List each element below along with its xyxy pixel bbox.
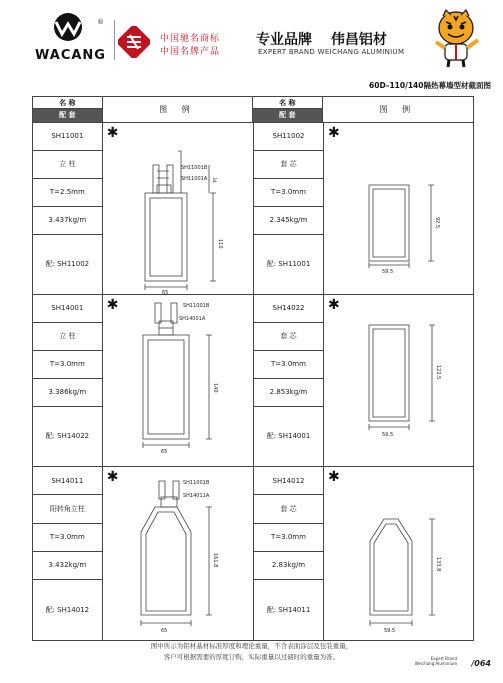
cert-line-1: 中国驰名商标 bbox=[160, 34, 221, 44]
profile-thickness: T=3.0mm bbox=[33, 524, 102, 552]
table-header-row bbox=[33, 97, 473, 123]
logo-text: WACANG bbox=[35, 48, 106, 63]
table-row bbox=[33, 295, 473, 467]
profile-code: SH14011 bbox=[33, 467, 102, 495]
profile-figure bbox=[324, 295, 475, 466]
profile-thickness: T=3.0mm bbox=[33, 351, 102, 379]
profile-figure bbox=[324, 123, 475, 294]
asterisk-icon: ✱ bbox=[328, 297, 340, 313]
profile-figure bbox=[103, 295, 253, 466]
label-part-b: SH11001B bbox=[182, 480, 209, 486]
dim-width: 65 bbox=[161, 290, 169, 295]
dim-height: 110 bbox=[216, 239, 223, 249]
profile-entry bbox=[254, 467, 475, 640]
profile-entry bbox=[254, 123, 475, 294]
profile-info bbox=[254, 467, 324, 640]
header-name-cell bbox=[253, 97, 323, 122]
profile-weight: 3.432kg/m bbox=[33, 552, 102, 580]
profile-info bbox=[33, 123, 103, 294]
corner-sleeve-drawing bbox=[324, 467, 475, 640]
profile-thickness: T=3.0mm bbox=[254, 351, 323, 379]
profile-entry bbox=[33, 467, 254, 640]
footer-brand-line2: Weichang Aluminium bbox=[414, 661, 457, 666]
profile-type: 套 芯 bbox=[254, 151, 323, 179]
footer-brand bbox=[415, 656, 457, 666]
sleeve-drawing bbox=[324, 295, 475, 467]
tiger-mascot-icon bbox=[428, 6, 484, 68]
profile-type: 立 柱 bbox=[33, 151, 102, 179]
profile-info bbox=[33, 467, 103, 640]
profile-figure bbox=[103, 123, 253, 294]
dim-small: 34 bbox=[210, 177, 216, 183]
profile-info bbox=[254, 295, 324, 466]
profile-weight: 3.386kg/m bbox=[33, 379, 102, 407]
header-match-label: 配 套 bbox=[33, 109, 102, 122]
profile-thickness: T=3.0mm bbox=[254, 524, 323, 552]
famous-brand-badge-icon bbox=[118, 26, 150, 58]
label-part-a: SH14011A bbox=[182, 493, 209, 499]
profile-entry bbox=[254, 295, 475, 466]
dim-height: 122.5 bbox=[435, 365, 441, 380]
mullion-drawing bbox=[103, 295, 254, 467]
cert-line-2: 中国名牌产品 bbox=[160, 47, 221, 57]
profile-type: 立 柱 bbox=[33, 323, 102, 351]
profile-match: 配: SH11001 bbox=[266, 260, 311, 269]
header-name-cell bbox=[33, 97, 103, 122]
header-match-label: 配 套 bbox=[253, 109, 322, 122]
profile-type: 套 芯 bbox=[254, 323, 323, 351]
sleeve-drawing bbox=[324, 123, 475, 295]
footer-brand-line1: Expert Brand bbox=[430, 656, 457, 661]
profile-info bbox=[254, 123, 324, 294]
profile-figure bbox=[324, 467, 475, 640]
dim-height: 92.5 bbox=[434, 217, 440, 229]
asterisk-icon: ✱ bbox=[106, 125, 119, 141]
dim-width: 65 bbox=[160, 449, 168, 455]
footnote-line-2: 客户可根据需要的厚度订购，实际重量以过磅时的重量为准。 bbox=[163, 653, 340, 661]
dim-width: 59.5 bbox=[384, 628, 396, 634]
corner-mullion-drawing bbox=[103, 467, 254, 640]
profile-code: SH14022 bbox=[254, 295, 323, 323]
brand-title: 专业品牌 伟昌铝材 bbox=[256, 32, 387, 48]
profile-type: 套 芯 bbox=[254, 495, 323, 523]
profile-table bbox=[32, 96, 474, 641]
dim-width: 65 bbox=[160, 628, 168, 634]
asterisk-icon: ✱ bbox=[106, 469, 119, 485]
profile-thickness: T=2.5mm bbox=[33, 179, 102, 207]
profile-code: SH11002 bbox=[254, 123, 323, 151]
wacang-logo-icon bbox=[48, 12, 88, 42]
header-name-label: 名 称 bbox=[33, 97, 102, 109]
registered-mark: ® bbox=[97, 18, 104, 26]
label-part-b: SH11001B bbox=[180, 165, 207, 171]
dim-width: 59.5 bbox=[382, 432, 394, 438]
profile-entry bbox=[33, 295, 254, 466]
label-part-a: SH11001A bbox=[180, 176, 207, 182]
profile-figure bbox=[103, 467, 253, 640]
brand-subtitle: EXPERT BRAND WEICHANG ALUMINIUM bbox=[258, 48, 405, 56]
header-name-label: 名 称 bbox=[253, 97, 322, 109]
profile-code: SH14012 bbox=[254, 467, 323, 495]
footnote-line-1: 图中所示为铝材基材标准厚度和理论重量，不含表面涂层及包装重量， bbox=[150, 642, 353, 650]
asterisk-icon: ✱ bbox=[328, 469, 340, 485]
dim-width: 59.5 bbox=[382, 269, 394, 275]
table-row bbox=[33, 467, 473, 640]
profile-info bbox=[33, 295, 103, 466]
profile-weight: 3.437kg/m bbox=[33, 207, 102, 235]
profile-match: 配: SH14012 bbox=[45, 606, 90, 615]
profile-weight: 2.853kg/m bbox=[254, 379, 323, 407]
dim-height: 161.8 bbox=[211, 553, 218, 568]
page-number: /064 bbox=[471, 659, 491, 668]
page-header bbox=[0, 0, 503, 72]
label-part-a: SH14001A bbox=[178, 316, 205, 322]
header-divider bbox=[114, 20, 115, 60]
profile-entry bbox=[33, 123, 254, 294]
header-figure-label: 图 例 bbox=[103, 97, 253, 122]
table-row bbox=[33, 123, 473, 295]
profile-match: 配: SH11002 bbox=[45, 260, 90, 269]
profile-match: 配: SH14001 bbox=[266, 432, 311, 441]
mullion-drawing bbox=[103, 123, 254, 295]
profile-thickness: T=3.0mm bbox=[254, 179, 323, 207]
dim-height: 140 bbox=[211, 383, 218, 393]
dim-height: 133.8 bbox=[435, 557, 441, 572]
profile-type: 阳转角立柱 bbox=[33, 495, 102, 523]
profile-match: 配: SH14022 bbox=[45, 432, 90, 441]
profile-match: 配: SH14011 bbox=[266, 606, 311, 615]
page-title: 60D–110/140隔热幕墙型材截面图 bbox=[369, 81, 491, 90]
asterisk-icon: ✱ bbox=[328, 125, 340, 141]
profile-weight: 2.345kg/m bbox=[254, 207, 323, 235]
profile-code: SH11001 bbox=[33, 123, 102, 151]
profile-weight: 2.83kg/m bbox=[254, 552, 323, 580]
header-figure-label: 图 例 bbox=[379, 105, 417, 114]
asterisk-icon: ✱ bbox=[106, 297, 119, 313]
profile-code: SH14001 bbox=[33, 295, 102, 323]
label-part-b: SH11001B bbox=[182, 303, 209, 309]
